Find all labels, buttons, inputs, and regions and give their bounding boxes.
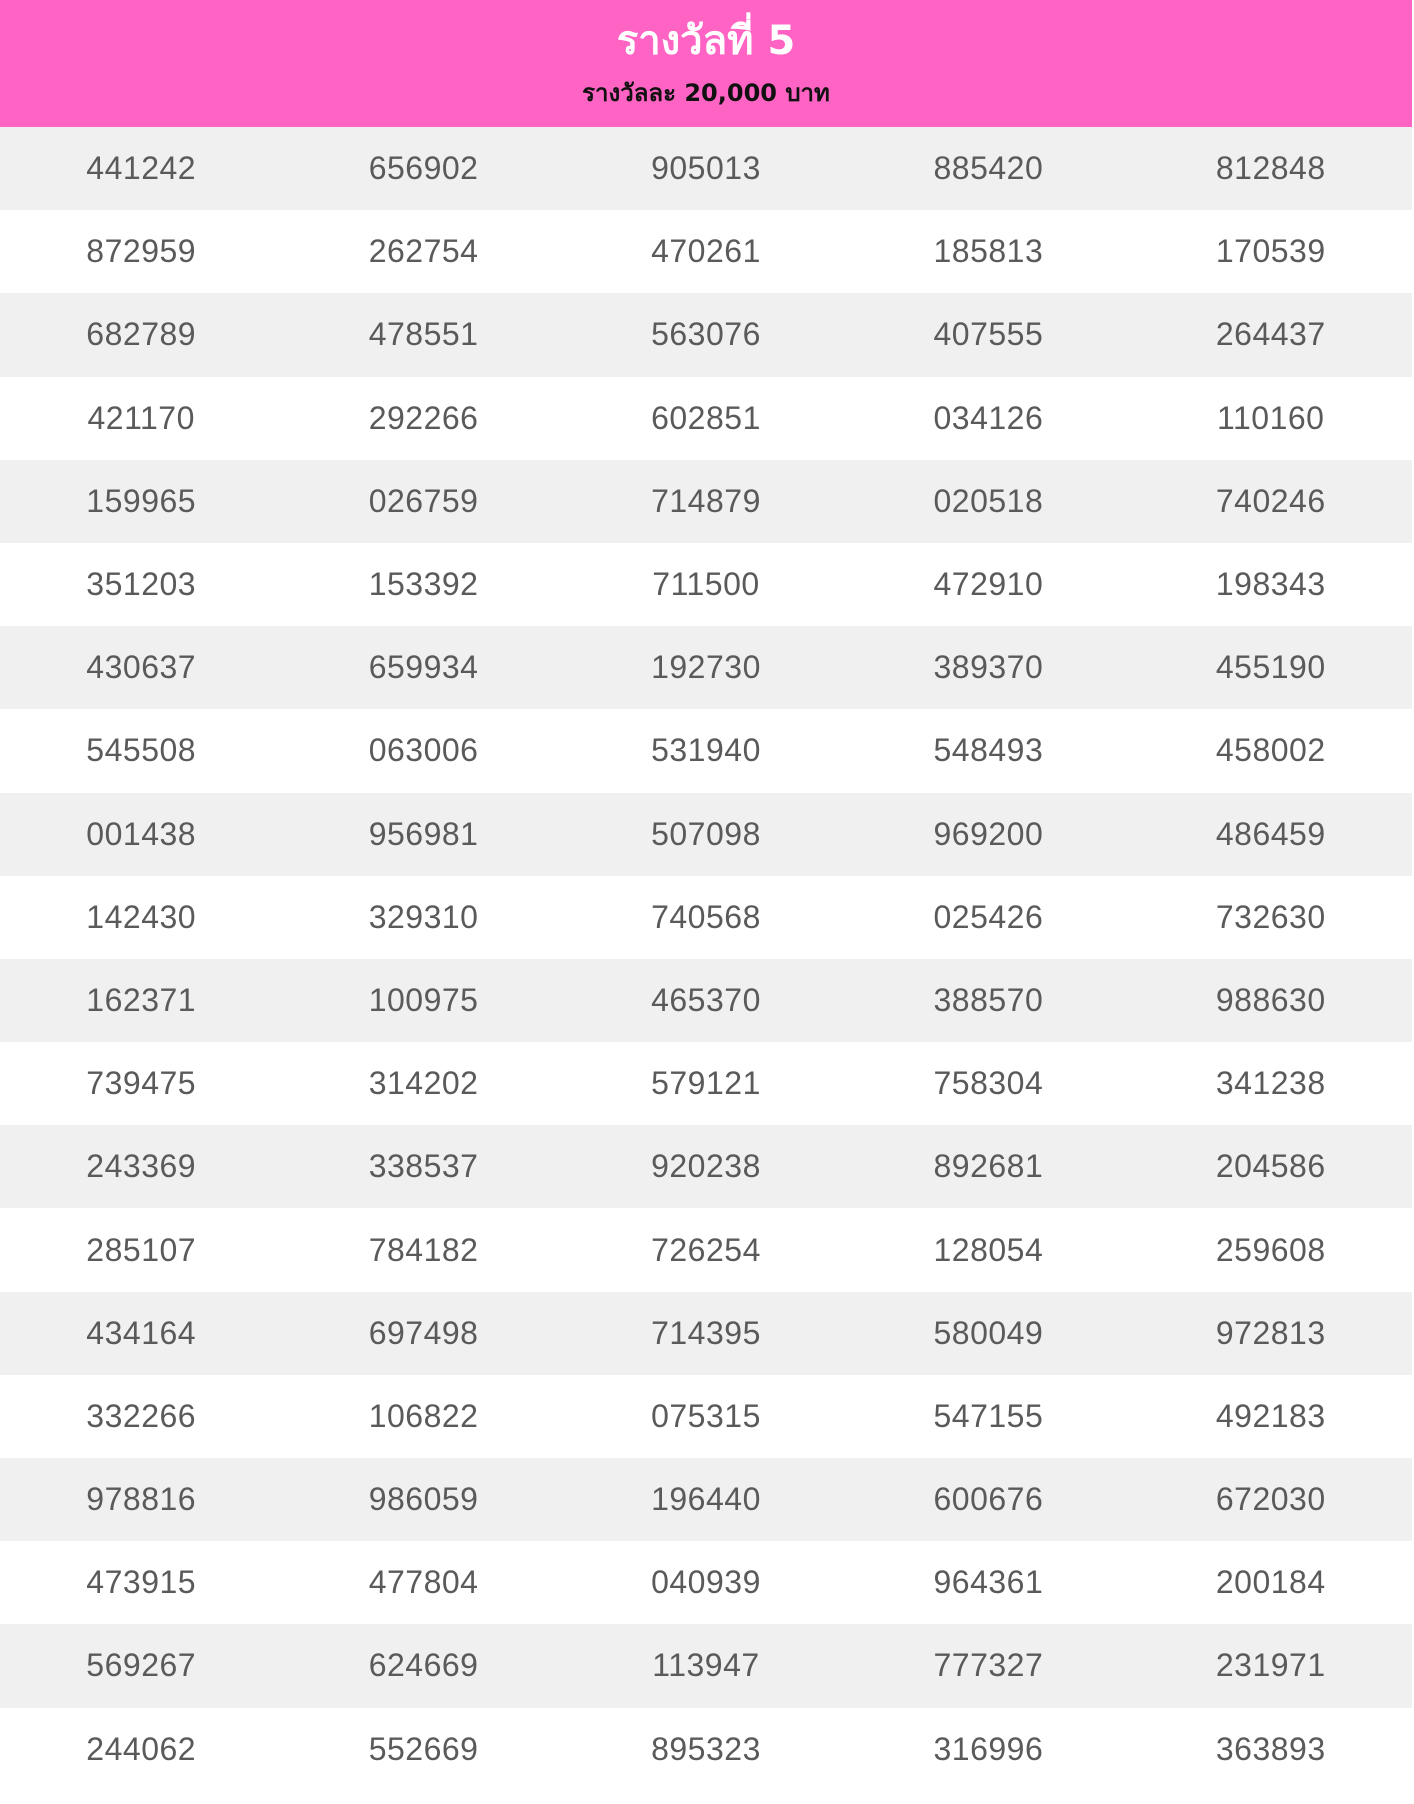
winning-number: 905013 [651,150,761,187]
winning-number: 329310 [368,898,479,935]
winning-number: 285107 [86,1231,197,1268]
winning-number: 200184 [1215,1564,1326,1601]
winning-number: 075315 [651,1397,761,1434]
table-row [0,1042,1412,1125]
winning-number: 885420 [933,150,1044,187]
winning-number: 777327 [933,1647,1044,1684]
table-row [0,1375,1412,1458]
winning-number: 895323 [651,1730,761,1767]
winning-number: 332266 [86,1397,197,1434]
table-row [0,460,1412,543]
winning-number: 740568 [651,898,761,935]
winning-number: 142430 [86,898,197,935]
winning-number: 697498 [368,1314,479,1351]
winning-number: 545508 [86,732,197,769]
winning-number: 434164 [86,1314,197,1351]
winning-number: 204586 [1215,1148,1326,1185]
winning-number: 548493 [933,732,1044,769]
winning-number: 185813 [933,233,1044,270]
winning-number: 259608 [1215,1231,1326,1268]
winning-number: 162371 [86,981,197,1018]
winning-number: 470261 [651,233,761,270]
winning-number: 231971 [1215,1647,1326,1684]
winning-number: 872959 [86,233,197,270]
winning-number: 196440 [651,1481,761,1518]
winning-number: 244062 [86,1730,197,1767]
prize-amount: รางวัลละ 20,000 บาท [582,79,830,107]
winning-number: 672030 [1215,1481,1326,1518]
table-row [0,543,1412,626]
winning-number: 113947 [652,1647,760,1684]
winning-number: 579121 [651,1065,761,1102]
winning-number: 465370 [651,981,761,1018]
winning-number: 552669 [368,1730,479,1767]
winning-number: 128054 [933,1231,1044,1268]
table-row [0,210,1412,293]
winning-number: 292266 [368,399,479,436]
winning-number: 986059 [368,1481,479,1518]
winning-number: 106822 [368,1397,479,1434]
winning-number: 711500 [652,566,760,603]
winning-number: 547155 [933,1397,1044,1434]
table-row [0,293,1412,376]
winning-number: 569267 [86,1647,197,1684]
winning-number: 472910 [933,566,1044,603]
prize-header-banner [0,0,1412,127]
winning-number: 458002 [1215,732,1326,769]
table-row [0,1624,1412,1707]
table-row [0,1208,1412,1291]
winning-number: 486459 [1215,815,1326,852]
winning-number: 714879 [651,482,761,519]
winning-number: 421170 [87,399,195,436]
table-row [0,1541,1412,1624]
table-row [0,1458,1412,1541]
winning-number: 153392 [368,566,479,603]
winning-number: 659934 [368,649,479,686]
table-row [0,793,1412,876]
winning-number: 026759 [368,482,479,519]
winning-number: 100975 [368,981,479,1018]
winning-number: 198343 [1215,566,1326,603]
winning-number: 972813 [1215,1314,1326,1351]
winning-number: 034126 [933,399,1044,436]
winning-number: 363893 [1215,1730,1326,1767]
winning-number: 063006 [368,732,479,769]
winning-number: 740246 [1215,482,1326,519]
winning-number: 388570 [933,981,1044,1018]
winning-number: 732630 [1215,898,1326,935]
winning-number: 020518 [933,482,1044,519]
winning-number: 492183 [1215,1397,1326,1434]
winning-number: 602851 [651,399,761,436]
winning-number: 159965 [86,482,197,519]
winning-number: 758304 [933,1065,1044,1102]
winning-number: 314202 [368,1065,479,1102]
winning-number: 243369 [86,1148,197,1185]
winning-number: 600676 [933,1481,1044,1518]
winning-number: 441242 [86,150,197,187]
winning-number: 455190 [1215,649,1326,686]
winning-number: 784182 [368,1231,479,1268]
table-row [0,959,1412,1042]
winning-number: 920238 [651,1148,761,1185]
winning-numbers-table [0,127,1412,1791]
winning-number: 714395 [651,1314,761,1351]
winning-number: 978816 [86,1481,197,1518]
winning-number: 264437 [1215,316,1326,353]
winning-number: 956981 [368,815,479,852]
winning-number: 110160 [1217,399,1325,436]
table-row [0,127,1412,210]
winning-number: 001438 [86,815,197,852]
table-row [0,626,1412,709]
table-row [0,709,1412,792]
winning-number: 682789 [86,316,197,353]
table-row [0,1708,1412,1791]
winning-number: 040939 [651,1564,761,1601]
winning-number: 192730 [651,649,761,686]
winning-number: 726254 [651,1231,761,1268]
winning-number: 338537 [368,1148,479,1185]
winning-number: 969200 [933,815,1044,852]
winning-number: 812848 [1215,150,1326,187]
winning-number: 473915 [86,1564,197,1601]
winning-number: 351203 [86,566,197,603]
winning-number: 507098 [651,815,761,852]
winning-number: 563076 [651,316,761,353]
winning-number: 477804 [368,1564,479,1601]
winning-number: 478551 [368,316,479,353]
winning-number: 025426 [933,898,1044,935]
winning-number: 656902 [368,150,479,187]
table-row [0,876,1412,959]
winning-number: 964361 [933,1564,1044,1601]
winning-number: 341238 [1215,1065,1326,1102]
winning-number: 262754 [368,233,479,270]
table-row [0,1292,1412,1375]
winning-number: 580049 [933,1314,1044,1351]
winning-number: 430637 [86,649,197,686]
winning-number: 892681 [933,1148,1044,1185]
table-row [0,377,1412,460]
winning-number: 316996 [933,1730,1044,1767]
winning-number: 389370 [933,649,1044,686]
winning-number: 624669 [368,1647,479,1684]
winning-number: 170539 [1215,233,1326,270]
table-row [0,1125,1412,1208]
winning-number: 407555 [933,316,1044,353]
winning-number: 739475 [86,1065,197,1102]
prize-title: รางวัลที่ 5 [616,18,796,64]
winning-number: 531940 [651,732,761,769]
winning-number: 988630 [1215,981,1326,1018]
